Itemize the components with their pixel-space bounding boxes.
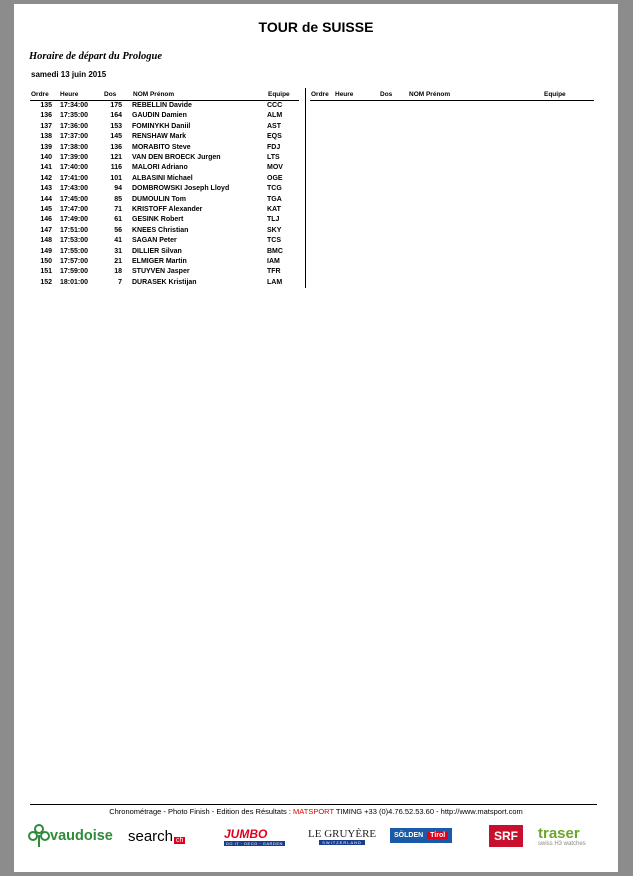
cell-dos: 71 [114,206,122,213]
cell-heure: 17:34:00 [60,102,89,109]
cell-dos: 101 [110,174,122,182]
col-header-heure-right: Heure [335,91,354,98]
cell-dos: 18 [114,268,122,276]
document-title: TOUR de SUISSE [258,19,374,35]
col-header-nom: NOM Prénom [133,91,175,98]
cell-dos: 175 [110,102,122,109]
cell-equipe: TCS [267,237,281,245]
srf-logo [489,825,523,847]
cell-dos: 21 [114,258,122,265]
cell-nom: MALORI Adriano [132,164,188,172]
gruyere-tagline: SWITZERLAND [319,840,365,845]
footer-rule [30,804,597,805]
col-header-ordre: Ordre [31,91,49,98]
cell-ordre: 140 [40,154,52,161]
vaudoise-logo [28,822,113,850]
clover-icon [28,823,50,849]
col-header-dos-right: Dos [380,91,393,98]
soelden-text: SÖLDEN [394,832,424,839]
cell-dos: 121 [110,154,122,161]
traser-text: traser [538,824,580,842]
soelden-tirol-logo [390,828,452,843]
cell-heure: 17:43:00 [60,185,89,193]
cell-dos: 61 [114,216,122,224]
document-subtitle: Horaire de départ du Prologue [29,51,162,62]
cell-equipe: AST [267,122,281,130]
cell-ordre: 141 [40,164,52,172]
cell-heure: 17:41:00 [60,174,89,182]
cell-nom: RENSHAW Mark [132,133,187,141]
cell-heure: 17:55:00 [60,247,89,255]
cell-ordre: 142 [40,174,52,182]
traser-tagline: swiss H3 watches [538,840,586,847]
le-gruyere-logo [308,822,376,850]
cell-dos: 145 [110,133,122,141]
document-date: samedi 13 juin 2015 [31,70,107,79]
cell-ordre: 137 [40,122,52,130]
footer-brand: MATSPORT [293,807,334,816]
search-text: search [128,827,174,845]
cell-nom: KNEES Christian [132,226,189,234]
cell-equipe: TFR [267,268,281,276]
cell-nom: KRISTOFF Alexander [132,206,203,213]
search-ch-badge: ch [176,837,184,844]
cell-nom: DURASEK Kristijan [132,278,197,286]
cell-dos: 153 [110,122,122,130]
cell-ordre: 152 [40,278,52,286]
col-header-dos: Dos [104,91,117,98]
cell-equipe: TGA [267,195,282,203]
cell-equipe: IAM [267,258,280,265]
cell-ordre: 148 [40,237,52,245]
col-header-equipe-right: Equipe [544,91,566,98]
cell-ordre: 139 [40,143,52,151]
cell-equipe: TLJ [267,216,280,224]
cell-heure: 17:38:00 [60,143,89,151]
cell-ordre: 150 [40,258,52,265]
header-rule-left [30,100,299,101]
cell-ordre: 151 [40,268,52,276]
jumbo-text: JUMBO [224,826,268,841]
cell-equipe: MOV [267,164,283,172]
footer-text-before: Chronométrage - Photo Finish - Edition des Résultats : [109,807,294,816]
cell-heure: 17:40:00 [60,164,89,172]
cell-nom: GAUDIN Damien [132,112,187,120]
header-rule-right [310,100,594,101]
cell-ordre: 136 [40,112,52,120]
traser-logo [538,822,586,850]
cell-heure: 17:39:00 [60,154,89,161]
col-header-ordre-right: Ordre [311,91,329,98]
cell-heure: 17:53:00 [60,237,89,245]
cell-dos: 31 [114,247,122,255]
cell-equipe: OGE [267,174,283,182]
cell-heure: 17:59:00 [60,268,89,276]
gruyere-text: LE GRUYÈRE [308,827,377,840]
cell-heure: 17:51:00 [60,226,89,234]
cell-ordre: 147 [40,226,52,234]
cell-equipe: FDJ [267,143,281,151]
cell-heure: 17:36:00 [60,122,89,130]
tirol-text: Tirol [427,832,448,839]
cell-ordre: 135 [40,102,52,109]
cell-nom: ALBASINI Michael [132,174,193,182]
cell-nom: DOMBROWSKI Joseph Lloyd [132,185,230,193]
cell-nom: GESINK Robert [132,216,184,224]
cell-equipe: LAM [267,278,283,286]
cell-dos: 7 [118,278,122,286]
search-ch-logo [128,822,185,850]
cell-heure: 17:47:00 [60,206,89,213]
cell-equipe: EQS [267,133,282,141]
sponsor-logos [28,818,598,854]
cell-ordre: 144 [40,195,52,203]
cell-heure: 17:49:00 [60,216,89,224]
cell-ordre: 145 [40,206,52,213]
cell-ordre: 143 [40,185,52,193]
cell-heure: 17:57:00 [60,258,89,265]
cell-nom: DUMOULIN Tom [132,195,186,203]
vaudoise-text: vaudoise [50,828,113,844]
cell-dos: 56 [114,226,122,234]
cell-equipe: ALM [267,112,283,120]
cell-nom: SAGAN Peter [132,237,177,245]
cell-dos: 136 [110,143,122,151]
cell-nom: REBELLIN Davide [132,102,192,109]
footer-credits [14,807,618,816]
cell-nom: MORABITO Steve [132,143,191,151]
cell-dos: 41 [114,237,122,245]
col-header-heure: Heure [60,91,79,98]
cell-ordre: 149 [40,247,52,255]
cell-equipe: TCG [267,185,282,193]
jumbo-logo [224,822,285,850]
cell-heure: 17:35:00 [60,112,89,120]
cell-nom: VAN DEN BROECK Jurgen [132,154,221,161]
col-header-equipe: Equipe [268,91,290,98]
cell-equipe: LTS [267,154,280,161]
cell-dos: 85 [114,195,122,203]
cell-ordre: 138 [40,133,52,141]
cell-nom: FOMINYKH Daniil [132,122,191,130]
cell-equipe: KAT [267,206,281,213]
srf-text: SRF [494,829,518,843]
footer-text-after: TIMING +33 (0)4.76.52.53.60 - http://www.matsport.com [333,807,523,816]
cell-dos: 116 [110,164,122,172]
cell-dos: 94 [114,185,122,193]
cell-equipe: BMC [267,247,283,255]
cell-nom: ELMIGER Martin [132,258,187,265]
document-page [14,4,618,872]
cell-heure: 17:45:00 [60,195,89,203]
column-divider [305,88,306,288]
cell-nom: DILLIER Silvan [132,247,182,255]
cell-nom: STUYVEN Jasper [132,268,190,276]
cell-equipe: SKY [267,226,282,234]
jumbo-tagline: DO IT · DECO · GARDEN [226,840,283,846]
cell-dos: 164 [110,112,122,120]
cell-equipe: CCC [267,102,283,109]
cell-heure: 17:37:00 [60,133,89,141]
cell-ordre: 146 [40,216,52,224]
cell-heure: 18:01:00 [60,278,89,286]
col-header-nom-right: NOM Prénom [409,91,451,98]
